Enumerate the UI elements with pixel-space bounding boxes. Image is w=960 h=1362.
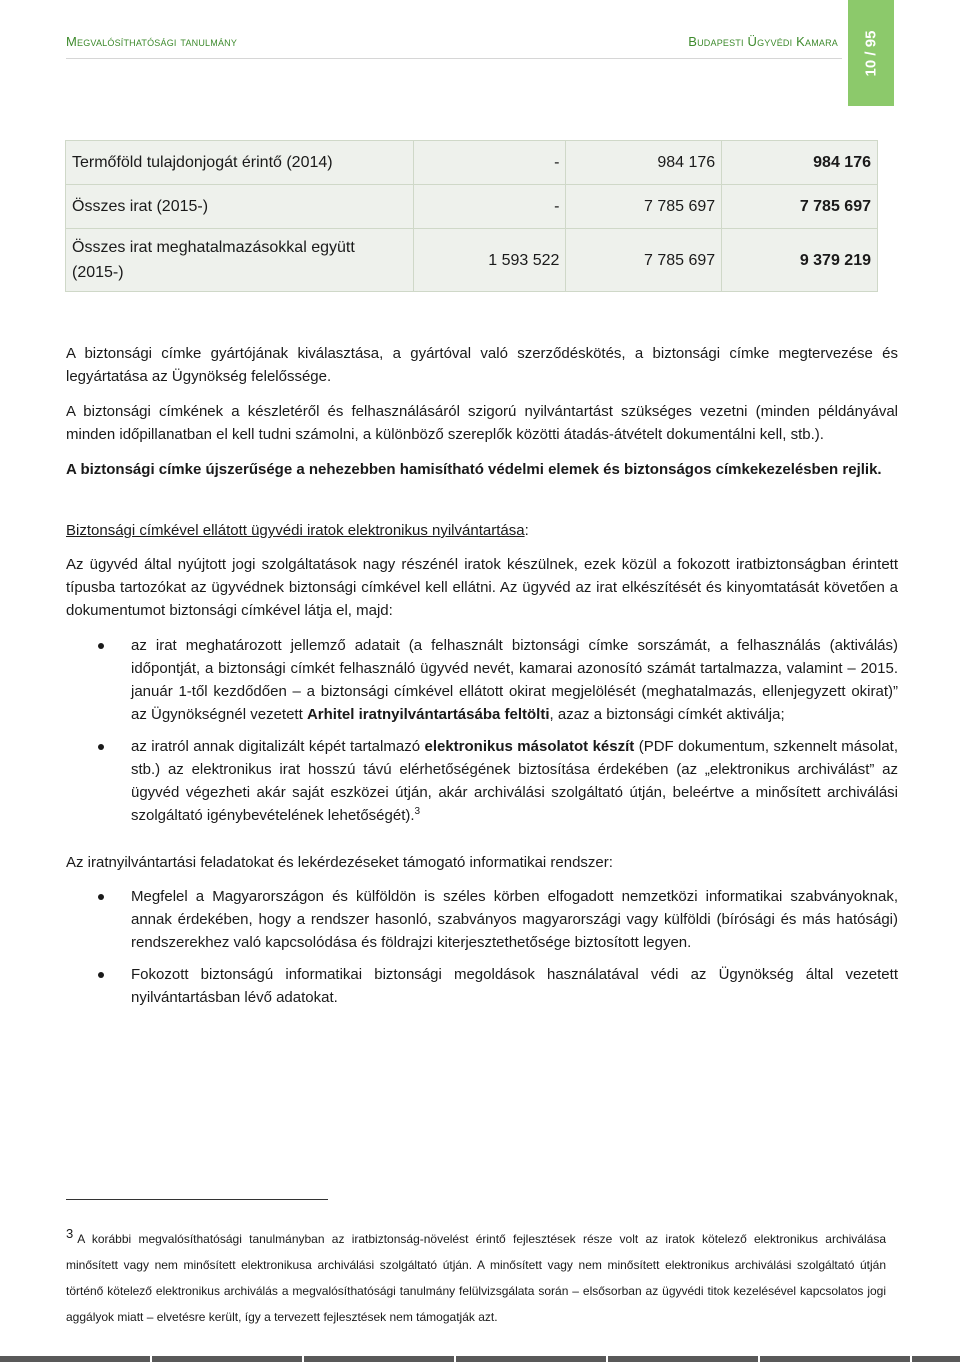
footer-bar [0, 1356, 960, 1362]
list-emphasis: elektronikus másolatot készít [424, 738, 635, 755]
cell-total: 984 176 [722, 141, 878, 185]
list-text: (PDF dokumentum, szkennelt másolat, stb.) az elektronikus irat hosszú távú elérhetőségének biztosítása érdekében (az „elektronikus archiválást” az ügyvéd végezheti akár saját eszközei útján, akár archiválási szolgáltató útján, beleértve a minősített archiválási szolgáltató igénybevételének lehetőségét). [131, 738, 898, 824]
cell-total: 7 785 697 [722, 185, 878, 229]
footnote-divider [66, 1199, 328, 1200]
main-content [66, 342, 898, 1018]
section-heading-text: Biztonsági címkével ellátott ügyvédi iratok elektronikus nyilvántartása [66, 522, 525, 539]
cell-value: - [413, 141, 566, 185]
list-emphasis: Arhitel iratnyilvántartásába feltölti [306, 706, 550, 723]
cell-value: 7 785 697 [566, 185, 722, 229]
row-label: Termőföld tulajdonjogát érintő (2014) [66, 141, 414, 185]
paragraph: A biztonsági címke gyártójának kiválasztása, a gyártóval való szerződéskötés, a biztonsági címke megtervezése és legyártatása az Ügynökség felelőssége. [66, 345, 898, 385]
footnote-text: A korábbi megvalósíthatósági tanulmányban az iratbiztonság-növelést érintő fejlesztések része volt az iratok kötelező elektronikus archiválása minősített vagy nem minősített elektronikusa archiválási szolgáltató útján. A minősített vagy nem minősített elektronikus archiválási szolgáltató útján történő kötelező elektronikus archiválás a megvalósíthatósági tanulmány felülvizsgálata során – elsősorban az ügyvédi titok kezelésével kapcsolatos jogi aggályok miatt – elvetésre került, így a tervezett fejlesztések nem támogatják azt. [66, 1232, 886, 1324]
list-text: , azaz a biztonsági címkét aktiválja; [549, 706, 785, 723]
table-row [66, 229, 878, 292]
page-number-tab [848, 0, 894, 106]
row-label-line: (2015-) [72, 264, 124, 281]
statistics-table [65, 140, 878, 292]
bold-paragraph: A biztonsági címke újszerűsége a nehezebben hamisítható védelmi elemek és biztonságos címkekezelésben rejlik. [66, 461, 882, 478]
cell-value: 1 593 522 [413, 229, 566, 292]
section-heading-colon: : [524, 522, 529, 539]
header-organization: Budapesti Ügyvédi Kamara [688, 34, 838, 49]
bullet-list [66, 885, 898, 1009]
list-text: az iratról annak digitalizált képét tartalmazó [131, 738, 425, 755]
table-row [66, 141, 878, 185]
footnote [66, 1226, 886, 1330]
footnote-mark: 3 [66, 1226, 74, 1241]
row-label: Összes irat (2015-) [66, 185, 414, 229]
section-heading [66, 519, 898, 542]
list-item: Fokozott biztonságú informatikai biztonsági megoldások használatával védi az Ügynökség által vezetett nyilvántartásban lévő adatokat. [66, 963, 898, 1009]
paragraph: A biztonsági címkének a készletéről és felhasználásáról szigorú nyilvántartást szükséges vezetni (minden példányával minden időpillanatban el kell tudni számolni, a különböző szereplők közötti átadás-átvételt dokumentálni kell, stb.). [66, 403, 898, 443]
cell-value: 7 785 697 [566, 229, 722, 292]
list-text: az irat meghatározott jellemző adatait (a felhasznált biztonsági címke sorszámát, a felhasználás (aktiválás) időpontját, a biztonsági címkét felhasználó ügyvéd nevét, kamarai azonosító számát tartalmazza, valamint – 2015. január 1-től kezdődően – a biztonsági címkével ellátott okirat megjelölését (meghatalmazás, ellenjegyzett okirat)” az Ügynökségnél vezetett [131, 637, 898, 723]
list-item: Megfelel a Magyarországon és külföldön is széles körben elfogadott nemzetközi informatikai szabványoknak, annak érdekében, hogy a rendszer hasonló, szabványos magyarországi vagy külföldi (bírósági és más hatósági) rendszerekhez való kapcsolódása és földrajzi kiterjesztethetősége biztosított legyen. [66, 885, 898, 954]
cell-value: - [413, 185, 566, 229]
list-item [66, 634, 898, 726]
section-heading: Az iratnyilvántartási feladatokat és lekérdezéseket támogató informatikai rendszer: [66, 854, 613, 871]
paragraph: Az ügyvéd által nyújtott jogi szolgáltatások nagy részénél iratok készülnek, ezek közül a fokozott iratbiztonságban érintett típusba tartozókat az ügyvédnek biztonsági címkével kell ellátni. Az ügyvéd az irat elkészítését és kinyomtatását követően a dokumentumot biztonsági címkével látja el, majd: [66, 556, 898, 619]
page-number: 10 / 95 [862, 30, 880, 76]
row-label [66, 229, 414, 292]
header-document-title: Megvalósíthatósági tanulmány [66, 34, 238, 49]
footnote-reference[interactable]: 3 [414, 806, 421, 817]
table-row [66, 185, 878, 229]
cell-value: 984 176 [566, 141, 722, 185]
row-label-line: Összes irat meghatalmazásokkal együtt [72, 239, 355, 256]
header-divider [66, 58, 842, 59]
bullet-list [66, 634, 898, 827]
cell-total: 9 379 219 [722, 229, 878, 292]
list-item [66, 735, 898, 827]
